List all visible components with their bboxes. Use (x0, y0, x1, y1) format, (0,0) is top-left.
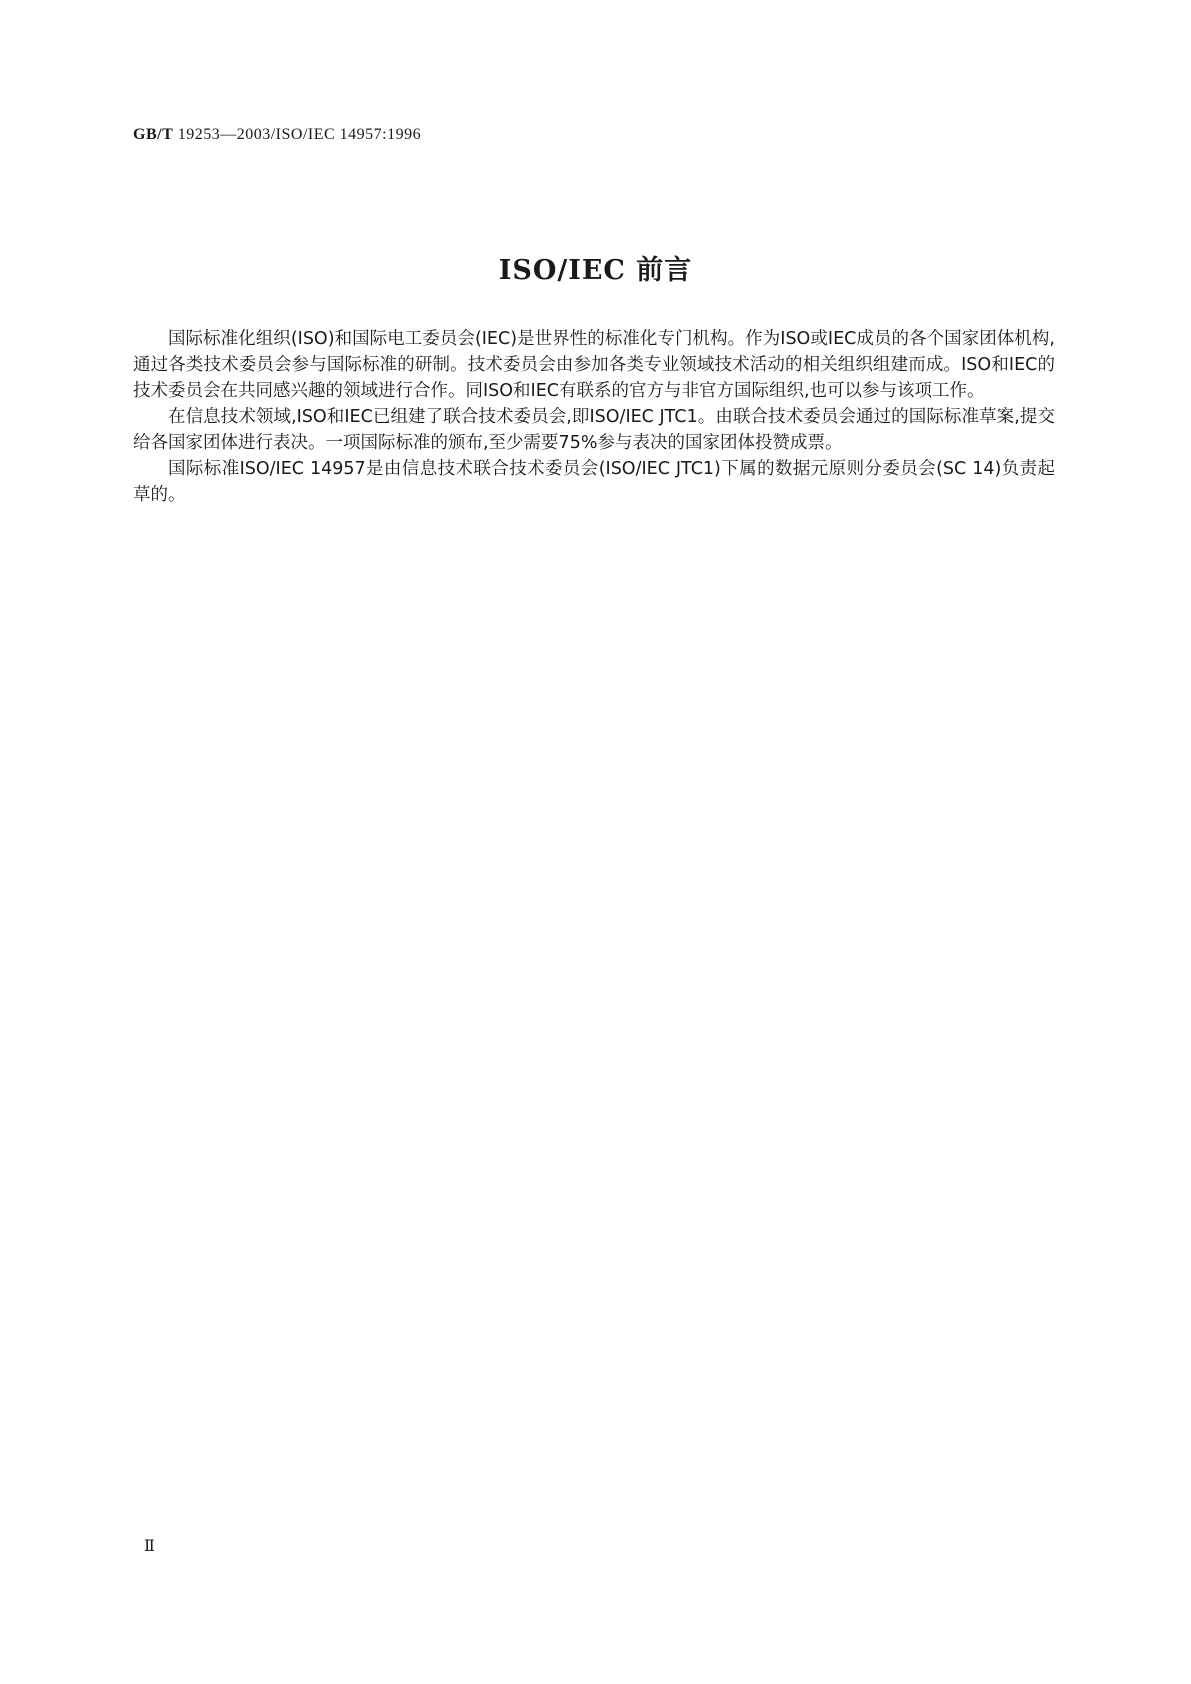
paragraph-1: 国际标准化组织(ISO)和国际电工委员会(IEC)是世界性的标准化专门机构。作为ISO或IEC成员的各个国家团体机构,通过各类技术委员会参与国际标准的研制。技术委员会由参加各类专业领域技术活动的相关组织组建而成。ISO和IEC的技术委员会在共同感兴趣的领域进行合作。同ISO和IEC有联系的官方与非官方国际组织,也可以参与该项工作。 (133, 329, 1055, 401)
paragraph-3: 国际标准ISO/IEC 14957是由信息技术联合技术委员会(ISO/IEC JTC1)下属的数据元原则分委员会(SC 14)负责起草的。 (133, 459, 1055, 505)
paragraph-2: 在信息技术领域,ISO和IEC已组建了联合技术委员会,即ISO/IEC JTC1。由联合技术委员会通过的国际标准草案,提交给各国家团体进行表决。一项国际标准的颁布,至少需要75%参与表决的国家团体投赞成票。 (133, 407, 1055, 453)
standard-code-header (133, 126, 421, 144)
page-number: Ⅱ (144, 1538, 155, 1555)
page-title: ISO/IEC 前言 (498, 255, 693, 287)
standard-code-prefix: GB/T (133, 126, 174, 143)
body-text (133, 326, 1055, 508)
standard-code-number: 19253—2003/ISO/IEC 14957:1996 (173, 126, 422, 143)
